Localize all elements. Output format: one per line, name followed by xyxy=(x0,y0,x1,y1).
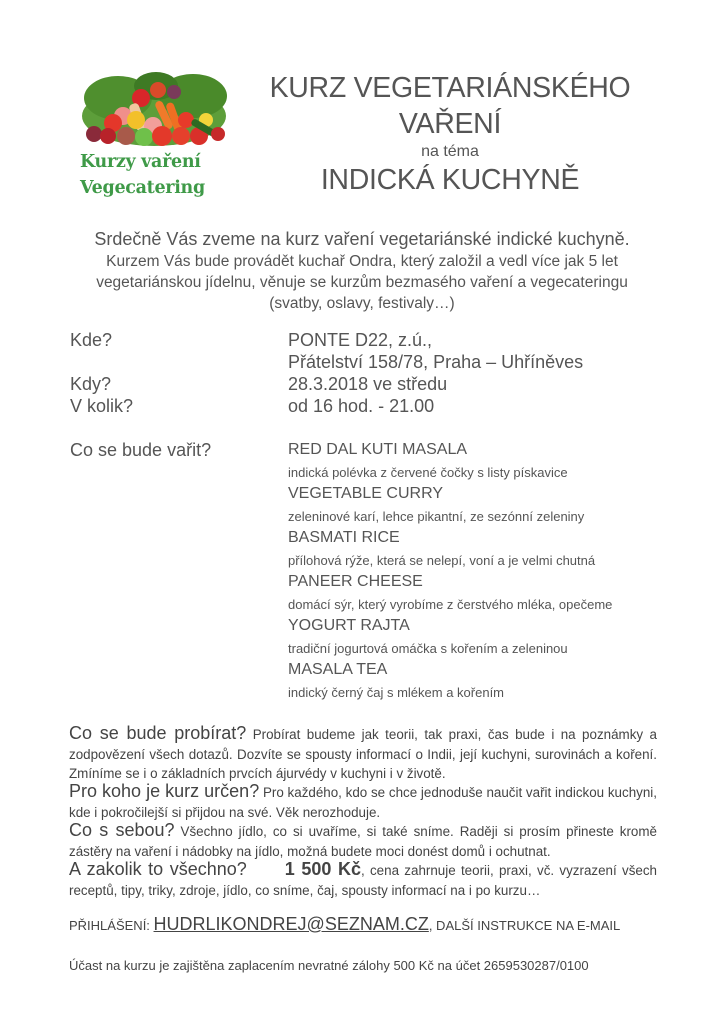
audience-answer: Pro každého, kdo se chce jednoduše naučit vařit indickou kuchyni, kde i pokročilejší si přijdou na své. Věk nerozhoduje. xyxy=(69,785,657,820)
title-topic: INDICKÁ KUCHYNĚ xyxy=(320,164,580,196)
intro-line: vegetariánskou jídelnu, věnuje se kurzům bezmasého vaření a vegecateringu xyxy=(96,274,628,291)
price-question: A zakolik to všechno? xyxy=(69,859,247,879)
logo-line-1: Kurzy vaření xyxy=(80,152,201,172)
vegetables-pile-icon xyxy=(78,68,230,150)
menu-item-desc: indická polévka z červené čočky s listy pískavice xyxy=(288,465,568,480)
title-subtitle: na téma xyxy=(421,143,479,160)
payment-note: Účast na kurzu je zajištěna zaplacením nevratné zálohy 500 Kč na účet 2659530287/0100 xyxy=(69,958,589,973)
where-label: Kde? xyxy=(70,330,113,350)
intro xyxy=(40,228,684,314)
title-line-2: VAŘENÍ xyxy=(398,108,502,140)
menu-item-name: VEGETABLE CURRY xyxy=(288,485,444,502)
menu-item-name: PANEER CHEESE xyxy=(288,573,423,590)
bring-answer: Všechno jídlo, co si uvaříme, si také sníme. Raději si prosím přineste kromě zástěry na vaření i nádobky na jídlo, možná budete moci donést domů i ochutnat. xyxy=(69,824,657,859)
menu-item-name: RED DAL KUTI MASALA xyxy=(288,441,468,458)
audience-question: Pro koho je kurz určen? xyxy=(69,781,260,801)
where-value-2: Přátelství 158/78, Praha – Uhříněves xyxy=(288,352,584,372)
menu-label: Co se bude vařit? xyxy=(70,440,212,460)
menu-item-name: BASMATI RICE xyxy=(288,529,400,546)
signup-email-link[interactable]: HUDRLIKONDREJ@SEZNAM.CZ xyxy=(153,914,429,934)
bring-section xyxy=(69,821,657,861)
topics-answer: Probírat budeme jak teorii, tak praxi, čas bude i na poznámky a zodpovězení všech dotazů. Dozvíte se spousty informací o Indii, její kuchyni, surovinách a koření. Zmíníme se i o základních prvcích ájurvédy v kuchyni i v životě. xyxy=(69,727,657,781)
bring-question: Co s sebou? xyxy=(69,820,175,840)
menu-item-desc: přílohová rýže, která se nelepí, voní a je velmi chutná xyxy=(288,553,596,568)
signup xyxy=(69,914,620,935)
intro-line: (svatby, oslavy, festivaly…) xyxy=(269,295,455,312)
logo xyxy=(78,68,230,208)
menu-item-desc: zeleninové karí, lehce pikantní, ze sezónní zeleniny xyxy=(288,509,585,524)
when-value: 28.3.2018 ve středu xyxy=(288,374,448,394)
menu-item-desc: indický černý čaj s mlékem a kořením xyxy=(288,685,505,700)
menu-item-desc: tradiční jogurtová omáčka s kořením a zeleninou xyxy=(288,641,568,656)
price-section xyxy=(69,860,657,900)
audience-section xyxy=(69,782,657,822)
signup-suffix: , DALŠÍ INSTRUKCE NA E-MAIL xyxy=(428,918,621,933)
price-answer: , cena zahrnuje teorii, praxi, vč. vyzrazení všech receptů, tipy, triky, zdroje, jídlo, co sníme, čaj, spousty informací na i po kurzu… xyxy=(69,863,657,898)
topics-section xyxy=(69,724,657,784)
intro-line: Kurzem Vás bude provádět kuchař Ondra, který založil a vedl více jak 5 let xyxy=(106,253,618,270)
logo-line-2: Vegecatering xyxy=(80,178,205,198)
signup-label: PŘIHLÁŠENÍ: xyxy=(69,918,154,933)
menu-item-name: MASALA TEA xyxy=(288,661,388,678)
menu-item-desc: domácí sýr, který vyrobíme z čerstvého mléka, opečeme xyxy=(288,597,613,612)
where-value-1: PONTE D22, z.ú., xyxy=(288,330,433,350)
intro-lead: Srdečně Vás zveme na kurz vaření vegetariánské indické kuchyně. xyxy=(94,229,630,249)
title-line-1: KURZ VEGETARIÁNSKÉHO xyxy=(269,72,631,104)
time-label: V kolik? xyxy=(70,396,134,416)
when-label: Kdy? xyxy=(70,374,112,394)
topics-question: Co se bude probírat? xyxy=(69,723,247,743)
time-value: od 16 hod. - 21.00 xyxy=(288,396,435,416)
menu-item-name: YOGURT RAJTA xyxy=(288,617,410,634)
price-value: 1 500 Kč xyxy=(284,859,361,879)
course-title xyxy=(240,70,660,198)
